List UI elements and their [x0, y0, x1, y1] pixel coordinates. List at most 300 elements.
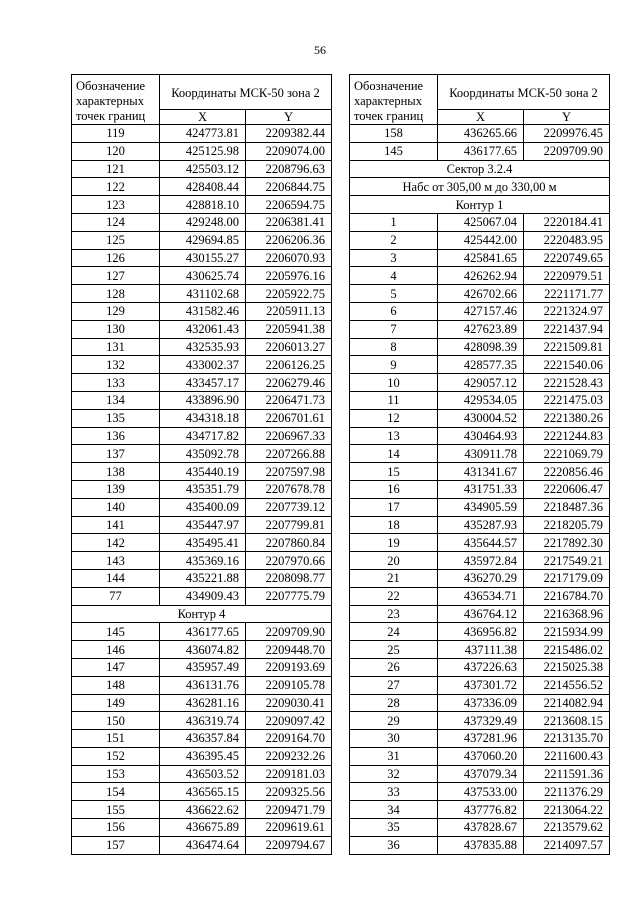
x-value: 425841.65: [438, 249, 524, 267]
x-value: 437336.09: [438, 694, 524, 712]
point-id: 143: [72, 552, 160, 570]
point-id: 31: [350, 747, 438, 765]
table-row: [350, 534, 610, 552]
table-row: [350, 765, 610, 783]
y-value: 2206471.73: [246, 391, 332, 409]
table-row: [350, 658, 610, 676]
y-value: 2220606.47: [524, 480, 610, 498]
point-id: 26: [350, 658, 438, 676]
point-id: 151: [72, 730, 160, 748]
table-row: [72, 391, 332, 409]
x-value: 429248.00: [160, 213, 246, 231]
table-row: [72, 819, 332, 837]
point-id: 138: [72, 463, 160, 481]
x-value: 435400.09: [160, 498, 246, 516]
section-label: Контур 1: [350, 196, 610, 214]
point-id: 155: [72, 801, 160, 819]
point-id: 4: [350, 267, 438, 285]
y-value: 2209448.70: [246, 641, 332, 659]
point-id: 142: [72, 534, 160, 552]
point-id: 24: [350, 623, 438, 641]
x-value: 437079.34: [438, 765, 524, 783]
x-value: 435351.79: [160, 480, 246, 498]
table-row: [72, 641, 332, 659]
y-value: 2221324.97: [524, 302, 610, 320]
point-id: 6: [350, 302, 438, 320]
y-value: 2209193.69: [246, 658, 332, 676]
y-value: 2207739.12: [246, 498, 332, 516]
x-value: 435644.57: [438, 534, 524, 552]
y-value: 2220979.51: [524, 267, 610, 285]
y-value: 2215025.38: [524, 658, 610, 676]
x-value: 434717.82: [160, 427, 246, 445]
table-row: [350, 267, 610, 285]
designation-header: Обозначение характерных точек границ: [72, 75, 160, 125]
x-value: 436764.12: [438, 605, 524, 623]
table-row: [72, 765, 332, 783]
table-row: [72, 534, 332, 552]
table-row: [350, 730, 610, 748]
table-row: [350, 819, 610, 837]
y-value: 2213608.15: [524, 712, 610, 730]
y-value: 2206701.61: [246, 409, 332, 427]
x-value: 428818.10: [160, 196, 246, 214]
table-row: [350, 445, 610, 463]
point-id: 139: [72, 480, 160, 498]
section-row: [350, 160, 610, 178]
table-row: [72, 338, 332, 356]
point-id: 150: [72, 712, 160, 730]
y-value: 2218205.79: [524, 516, 610, 534]
x-header: X: [438, 110, 524, 125]
point-id: 154: [72, 783, 160, 801]
coordinates-table-right: [349, 74, 610, 855]
point-id: 2: [350, 231, 438, 249]
y-value: 2221475.03: [524, 391, 610, 409]
table-row: [350, 285, 610, 303]
x-value: 436265.66: [438, 125, 524, 143]
y-value: 2221528.43: [524, 374, 610, 392]
y-value: 2205976.16: [246, 267, 332, 285]
table-row: [72, 801, 332, 819]
y-value: 2220856.46: [524, 463, 610, 481]
y-value: 2209181.03: [246, 765, 332, 783]
x-value: 437301.72: [438, 676, 524, 694]
point-id: 35: [350, 819, 438, 837]
y-value: 2208098.77: [246, 569, 332, 587]
point-id: 36: [350, 836, 438, 854]
point-id: 141: [72, 516, 160, 534]
point-id: 148: [72, 676, 160, 694]
point-id: 21: [350, 569, 438, 587]
table-row: [350, 409, 610, 427]
x-value: 434909.43: [160, 587, 246, 605]
y-header: Y: [246, 110, 332, 125]
table-row: [72, 160, 332, 178]
point-id: 25: [350, 641, 438, 659]
x-value: 425067.04: [438, 213, 524, 231]
x-value: 433457.17: [160, 374, 246, 392]
table-row: [72, 623, 332, 641]
y-value: 2207678.78: [246, 480, 332, 498]
x-value: 428408.44: [160, 178, 246, 196]
y-value: 2221244.83: [524, 427, 610, 445]
x-value: 431341.67: [438, 463, 524, 481]
y-value: 2218487.36: [524, 498, 610, 516]
x-value: 434318.18: [160, 409, 246, 427]
coordinates-table-left: [71, 74, 332, 855]
point-id: 29: [350, 712, 438, 730]
y-value: 2207597.98: [246, 463, 332, 481]
point-id: 5: [350, 285, 438, 303]
y-value: 2206013.27: [246, 338, 332, 356]
y-value: 2208796.63: [246, 160, 332, 178]
table-row: [350, 569, 610, 587]
table-row: [350, 480, 610, 498]
point-id: 153: [72, 765, 160, 783]
table-row: [350, 498, 610, 516]
x-value: 435287.93: [438, 516, 524, 534]
table-row: [350, 231, 610, 249]
x-value: 433896.90: [160, 391, 246, 409]
section-label: Контур 4: [72, 605, 332, 623]
x-value: 436956.82: [438, 623, 524, 641]
x-value: 437835.88: [438, 836, 524, 854]
table-row: [350, 783, 610, 801]
x-value: 436074.82: [160, 641, 246, 659]
x-value: 436474.64: [160, 836, 246, 854]
y-value: 2206206.36: [246, 231, 332, 249]
x-value: 428098.39: [438, 338, 524, 356]
y-value: 2209164.70: [246, 730, 332, 748]
point-id: 130: [72, 320, 160, 338]
table-row: [350, 801, 610, 819]
x-value: 436357.84: [160, 730, 246, 748]
x-value: 436534.71: [438, 587, 524, 605]
x-value: 437226.63: [438, 658, 524, 676]
table-row: [350, 712, 610, 730]
point-id: 128: [72, 285, 160, 303]
x-value: 427157.46: [438, 302, 524, 320]
table-row: [350, 427, 610, 445]
x-value: 425503.12: [160, 160, 246, 178]
y-value: 2214097.57: [524, 836, 610, 854]
table-row: [350, 641, 610, 659]
table-row: [72, 712, 332, 730]
point-id: 22: [350, 587, 438, 605]
x-value: 437828.67: [438, 819, 524, 837]
point-id: 131: [72, 338, 160, 356]
table-row: [350, 213, 610, 231]
y-value: 2209325.56: [246, 783, 332, 801]
table-body-right: [350, 125, 610, 855]
y-value: 2207860.84: [246, 534, 332, 552]
x-value: 429534.05: [438, 391, 524, 409]
table-row: [72, 196, 332, 214]
point-id: 133: [72, 374, 160, 392]
table-row: [72, 516, 332, 534]
section-label: Сектор 3.2.4: [350, 160, 610, 178]
x-value: 435972.84: [438, 552, 524, 570]
coordinates-header: Координаты МСК-50 зона 2: [160, 75, 332, 110]
point-id: 8: [350, 338, 438, 356]
table-row: [72, 213, 332, 231]
table-row: [350, 552, 610, 570]
y-value: 2217892.30: [524, 534, 610, 552]
section-row: [350, 196, 610, 214]
x-value: 425442.00: [438, 231, 524, 249]
y-value: 2213064.22: [524, 801, 610, 819]
x-value: 436675.89: [160, 819, 246, 837]
table-row: [350, 694, 610, 712]
table-row: [72, 498, 332, 516]
table-row: [350, 302, 610, 320]
x-value: 430911.78: [438, 445, 524, 463]
point-id: 9: [350, 356, 438, 374]
y-value: 2221540.06: [524, 356, 610, 374]
point-id: 17: [350, 498, 438, 516]
point-id: 13: [350, 427, 438, 445]
point-id: 1: [350, 213, 438, 231]
table-row: [350, 605, 610, 623]
y-value: 2221069.79: [524, 445, 610, 463]
y-value: 2209794.67: [246, 836, 332, 854]
point-id: 30: [350, 730, 438, 748]
x-value: 432535.93: [160, 338, 246, 356]
y-value: 2206967.33: [246, 427, 332, 445]
point-id: 33: [350, 783, 438, 801]
y-value: 2216368.96: [524, 605, 610, 623]
point-id: 127: [72, 267, 160, 285]
y-value: 2209097.42: [246, 712, 332, 730]
table-row: [72, 178, 332, 196]
point-id: 134: [72, 391, 160, 409]
x-value: 430004.52: [438, 409, 524, 427]
x-value: 436177.65: [160, 623, 246, 641]
table-row: [350, 587, 610, 605]
y-value: 2220483.95: [524, 231, 610, 249]
point-id: 11: [350, 391, 438, 409]
table-row: [72, 463, 332, 481]
table-row: [72, 587, 332, 605]
point-id: 14: [350, 445, 438, 463]
table-row: [72, 427, 332, 445]
table-row: [72, 231, 332, 249]
section-label: Набс от 305,00 м до 330,00 м: [350, 178, 610, 196]
y-value: 2211600.43: [524, 747, 610, 765]
y-value: 2217549.21: [524, 552, 610, 570]
point-id: 145: [350, 142, 438, 160]
x-value: 437281.96: [438, 730, 524, 748]
table-row: [350, 516, 610, 534]
point-id: 18: [350, 516, 438, 534]
x-value: 428577.35: [438, 356, 524, 374]
y-value: 2209074.00: [246, 142, 332, 160]
y-value: 2221437.94: [524, 320, 610, 338]
x-value: 433002.37: [160, 356, 246, 374]
x-value: 436177.65: [438, 142, 524, 160]
y-value: 2206844.75: [246, 178, 332, 196]
table-row: [72, 552, 332, 570]
point-id: 135: [72, 409, 160, 427]
table-row: [72, 658, 332, 676]
x-value: 437533.00: [438, 783, 524, 801]
table-row: [350, 338, 610, 356]
table-row: [350, 125, 610, 143]
x-value: 426702.66: [438, 285, 524, 303]
y-value: 2217179.09: [524, 569, 610, 587]
x-value: 431751.33: [438, 480, 524, 498]
table-row: [72, 836, 332, 854]
y-value: 2209471.79: [246, 801, 332, 819]
y-value: 2216784.70: [524, 587, 610, 605]
table-row: [350, 356, 610, 374]
x-value: 436565.15: [160, 783, 246, 801]
point-id: 126: [72, 249, 160, 267]
y-value: 2207775.79: [246, 587, 332, 605]
y-value: 2221509.81: [524, 338, 610, 356]
point-id: 120: [72, 142, 160, 160]
table-row: [72, 320, 332, 338]
table-row: [72, 480, 332, 498]
table-row: [350, 676, 610, 694]
y-value: 2209382.44: [246, 125, 332, 143]
point-id: 140: [72, 498, 160, 516]
table-row: [350, 623, 610, 641]
point-id: 158: [350, 125, 438, 143]
point-id: 136: [72, 427, 160, 445]
table-row: [350, 320, 610, 338]
table-row: [72, 356, 332, 374]
point-id: 156: [72, 819, 160, 837]
point-id: 145: [72, 623, 160, 641]
point-id: 15: [350, 463, 438, 481]
table-row: [72, 267, 332, 285]
point-id: 125: [72, 231, 160, 249]
y-value: 2220184.41: [524, 213, 610, 231]
x-value: 425125.98: [160, 142, 246, 160]
table-body-left: [72, 125, 332, 855]
x-value: 430155.27: [160, 249, 246, 267]
x-value: 435221.88: [160, 569, 246, 587]
point-id: 149: [72, 694, 160, 712]
table-row: [350, 249, 610, 267]
point-id: 144: [72, 569, 160, 587]
point-id: 20: [350, 552, 438, 570]
x-value: 427623.89: [438, 320, 524, 338]
y-value: 2206594.75: [246, 196, 332, 214]
point-id: 27: [350, 676, 438, 694]
x-value: 437060.20: [438, 747, 524, 765]
y-value: 2215934.99: [524, 623, 610, 641]
designation-header: Обозначение характерных точек границ: [350, 75, 438, 125]
y-value: 2209030.41: [246, 694, 332, 712]
x-value: 435447.97: [160, 516, 246, 534]
y-value: 2214556.52: [524, 676, 610, 694]
table-row: [350, 391, 610, 409]
x-value: 430464.93: [438, 427, 524, 445]
coordinates-header: Координаты МСК-50 зона 2: [438, 75, 610, 110]
point-id: 77: [72, 587, 160, 605]
x-value: 436281.16: [160, 694, 246, 712]
table-row: [72, 783, 332, 801]
x-value: 429694.85: [160, 231, 246, 249]
x-value: 435440.19: [160, 463, 246, 481]
x-value: 431582.46: [160, 302, 246, 320]
x-value: 429057.12: [438, 374, 524, 392]
y-value: 2205911.13: [246, 302, 332, 320]
table-row: [72, 694, 332, 712]
x-value: 432061.43: [160, 320, 246, 338]
y-value: 2205922.75: [246, 285, 332, 303]
x-value: 435092.78: [160, 445, 246, 463]
table-row: [350, 747, 610, 765]
point-id: 124: [72, 213, 160, 231]
y-value: 2206070.93: [246, 249, 332, 267]
y-value: 2206126.25: [246, 356, 332, 374]
x-value: 436503.52: [160, 765, 246, 783]
y-value: 2205941.38: [246, 320, 332, 338]
y-value: 2211591.36: [524, 765, 610, 783]
x-value: 436131.76: [160, 676, 246, 694]
table-row: [350, 463, 610, 481]
y-value: 2221380.26: [524, 409, 610, 427]
y-value: 2207799.81: [246, 516, 332, 534]
table-row: [72, 409, 332, 427]
point-id: 121: [72, 160, 160, 178]
page-number: 56: [314, 43, 326, 57]
y-value: 2220749.65: [524, 249, 610, 267]
x-value: 436319.74: [160, 712, 246, 730]
table-row: [350, 836, 610, 854]
y-value: 2213135.70: [524, 730, 610, 748]
x-value: 435495.41: [160, 534, 246, 552]
y-value: 2207970.66: [246, 552, 332, 570]
y-value: 2209232.26: [246, 747, 332, 765]
y-value: 2209709.90: [524, 142, 610, 160]
table-row: [72, 569, 332, 587]
table-row: [350, 142, 610, 160]
x-value: 424773.81: [160, 125, 246, 143]
table-row: [72, 125, 332, 143]
point-id: 152: [72, 747, 160, 765]
point-id: 132: [72, 356, 160, 374]
table-row: [72, 445, 332, 463]
y-value: 2221171.77: [524, 285, 610, 303]
point-id: 129: [72, 302, 160, 320]
y-header: Y: [524, 110, 610, 125]
x-value: 437329.49: [438, 712, 524, 730]
x-value: 430625.74: [160, 267, 246, 285]
point-id: 137: [72, 445, 160, 463]
x-value: 435957.49: [160, 658, 246, 676]
point-id: 119: [72, 125, 160, 143]
point-id: 19: [350, 534, 438, 552]
section-row: [72, 605, 332, 623]
x-header: X: [160, 110, 246, 125]
x-value: 436395.45: [160, 747, 246, 765]
x-value: 426262.94: [438, 267, 524, 285]
point-id: 12: [350, 409, 438, 427]
y-value: 2215486.02: [524, 641, 610, 659]
y-value: 2214082.94: [524, 694, 610, 712]
table-row: [72, 747, 332, 765]
point-id: 10: [350, 374, 438, 392]
point-id: 28: [350, 694, 438, 712]
x-value: 436270.29: [438, 569, 524, 587]
table-row: [72, 302, 332, 320]
point-id: 146: [72, 641, 160, 659]
